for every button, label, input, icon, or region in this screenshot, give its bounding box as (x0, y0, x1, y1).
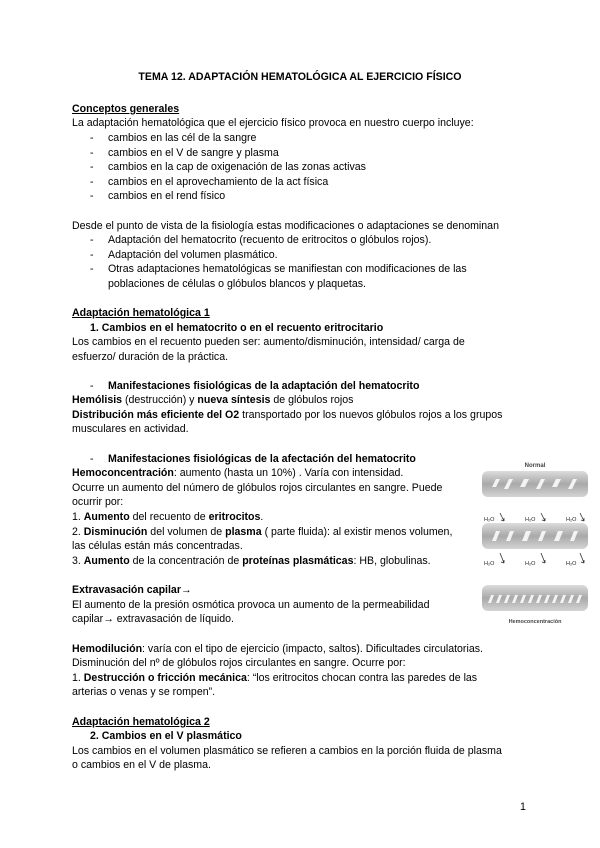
bold-term: proteínas plasmáticas (242, 555, 354, 567)
bullet-dash: - (90, 147, 94, 159)
bold-term: plasma (225, 526, 262, 538)
list-item (72, 554, 431, 568)
text: ( parte fluida): al existir menos volumen, (261, 526, 453, 538)
bullet-dash: - (90, 234, 94, 246)
paragraph: El aumento de la presión osmótica provoca un aumento de la permeabilidad (72, 599, 430, 611)
h2o-label: H₂O (525, 561, 536, 567)
figure-label-hemoconcentracion: Hemoconcentración (508, 619, 562, 625)
bullet-item: cambios en la cap de oxigenación de las zonas activas (108, 161, 366, 173)
paragraph: las células están más concentradas. (72, 540, 243, 552)
bold-term: Hemólisis (72, 394, 123, 406)
list-item (72, 671, 477, 685)
list-item: Otras adaptaciones hematológicas se manifiestan con modificaciones de las (108, 263, 467, 275)
subheading: 1. Cambios en el hematocrito o en el recuento eritrocitario (90, 322, 384, 334)
section-heading-adaptacion-2: Adaptación hematológica 2 (72, 716, 210, 728)
text: del recuento de (129, 511, 209, 523)
bullet-dash: - (90, 453, 94, 465)
bullet-dash: - (90, 161, 94, 173)
bullet-item: cambios en el aprovechamiento de la act física (108, 176, 329, 188)
figure-label-normal: Normal (524, 463, 546, 469)
text: 1. (72, 511, 84, 523)
list-item-continued: poblaciones de células o glóbulos blancos y plaquetas. (108, 278, 366, 290)
bold-term: Aumento (83, 555, 130, 567)
list-item: Adaptación del hematocrito (recuento de eritrocitos o glóbulos rojos). (108, 234, 432, 246)
subheading: Manifestaciones fisiológicas de la adaptación del hematocrito (108, 380, 420, 392)
bold-term: nueva síntesis (197, 394, 271, 406)
bold-term: Distribución más eficiente del O2 (72, 409, 240, 421)
text: : “los eritrocitos chocan contra las paredes de las (246, 672, 478, 684)
paragraph: Ocurre un aumento del número de glóbulos rojos circulantes en sangre. Puede (72, 482, 443, 494)
bullet-dash: - (90, 380, 94, 392)
bold-term: Destrucción o fricción mecánica (83, 672, 247, 684)
paragraph (72, 466, 403, 480)
paragraph: capilar→ extravasación de líquido. (72, 613, 234, 625)
h2o-label: H₂O (484, 561, 495, 567)
paragraph (72, 393, 353, 407)
text: (destrucción) y (122, 394, 198, 406)
paragraph: esfuerzo/ duración de la práctica. (72, 351, 229, 363)
bullet-item: cambios en el V de sangre y plasma (108, 147, 279, 159)
paragraph: Disminución del nº de glóbulos rojos circulantes en sangre. Ocurre por: (72, 657, 406, 669)
text: 2. (72, 526, 84, 538)
bold-term: Disminución (83, 526, 148, 538)
text: . (260, 511, 264, 523)
paragraph: Desde el punto de vista de la fisiología estas modificaciones o adaptaciones se denominan (72, 220, 499, 232)
bullet-dash: - (90, 176, 94, 188)
bold-term: Hemoconcentración (72, 467, 174, 479)
text: transportado por los nuevos glóbulos rojos a los grupos (239, 409, 503, 421)
bullet-item: cambios en las cél de la sangre (108, 132, 257, 144)
text: 3. (72, 555, 84, 567)
bullet-dash: - (90, 249, 94, 261)
paragraph: Los cambios en el recuento pueden ser: aumento/disminución, intensidad/ carga de (72, 336, 465, 348)
paragraph: o cambios en el V de plasma. (72, 759, 211, 771)
bullet-item: cambios en el rend físico (108, 190, 226, 202)
text: del volumen de (147, 526, 226, 538)
list-item (72, 510, 263, 524)
page-number: 1 (520, 801, 526, 813)
h2o-label: H₂O (566, 517, 577, 523)
text: de la concentración de (129, 555, 243, 567)
h2o-label: H₂O (484, 517, 495, 523)
hemoconcentration-figure (480, 461, 590, 637)
paragraph: arterias o venas y se rompen”. (72, 686, 216, 698)
text: : varía con el tipo de ejercicio (impacto, saltos). Dificultades circulatorias. (142, 643, 483, 655)
h2o-label: H₂O (525, 517, 536, 523)
subheading: Extravasación capilar→ (72, 584, 192, 596)
subheading: Manifestaciones fisiológicas de la afectación del hematocrito (108, 453, 416, 465)
text: : HB, globulinas. (353, 555, 431, 567)
text: : aumento (hasta un 10%) . Varía con intensidad. (173, 467, 404, 479)
bold-term: Aumento (83, 511, 130, 523)
text: de glóbulos rojos (270, 394, 354, 406)
text: 1. (72, 672, 84, 684)
bold-term: Hemodilución (72, 643, 143, 655)
paragraph: Los cambios en el volumen plasmático se refieren a cambios en la porción fluida de plasma (72, 745, 502, 757)
bullet-dash: - (90, 263, 94, 275)
paragraph (72, 642, 483, 656)
h2o-label: H₂O (566, 561, 577, 567)
paragraph: ocurrir por: (72, 496, 124, 508)
section-heading-adaptacion-1: Adaptación hematológica 1 (72, 307, 210, 319)
intro-text: La adaptación hematológica que el ejercicio físico provoca en nuestro cuerpo incluye: (72, 117, 474, 129)
bold-term: eritrocitos (208, 511, 261, 523)
page-title: TEMA 12. ADAPTACIÓN HEMATOLÓGICA AL EJERCICIO FÍSICO (138, 71, 462, 83)
list-item (72, 525, 452, 539)
list-item: Adaptación del volumen plasmático. (108, 249, 278, 261)
bullet-dash: - (90, 132, 94, 144)
bullet-dash: - (90, 190, 94, 202)
subheading: 2. Cambios en el V plasmático (90, 730, 242, 742)
section-heading-conceptos: Conceptos generales (72, 103, 180, 115)
paragraph (72, 408, 502, 422)
paragraph: musculares en actividad. (72, 423, 189, 435)
